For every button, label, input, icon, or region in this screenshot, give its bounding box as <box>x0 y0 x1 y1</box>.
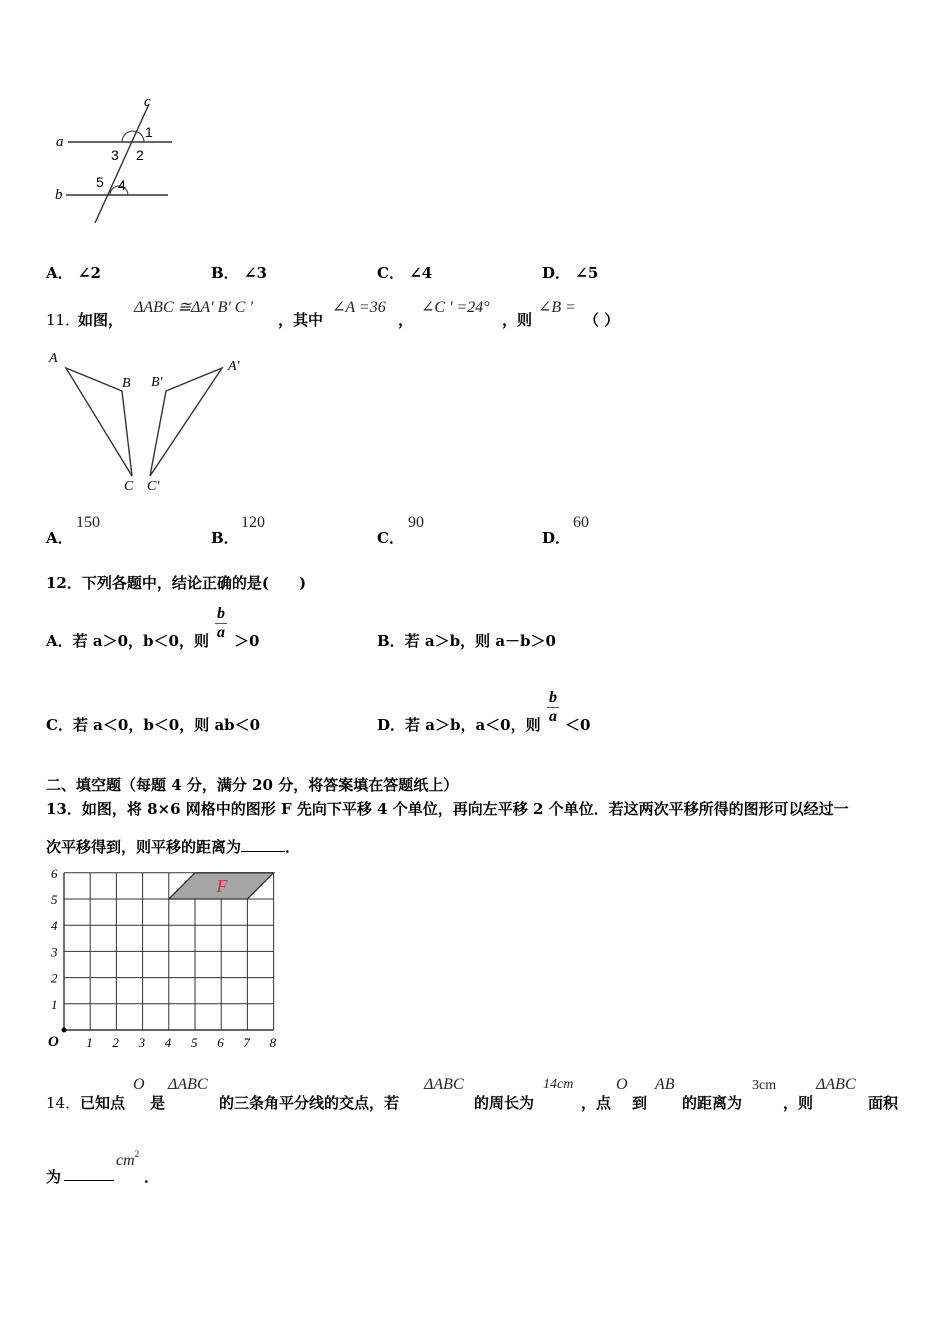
x-tick-label: 2 <box>112 1035 119 1050</box>
unit-superscript: 2 <box>134 1149 140 1159</box>
numerator: b <box>217 605 225 622</box>
origin-dot <box>62 1028 67 1033</box>
option-letter: D． <box>542 264 571 282</box>
q14-line2 <box>46 1149 246 1186</box>
option-letter: D． <box>542 529 571 547</box>
q11-option-c-value: 90 <box>408 514 424 531</box>
q11-option-a-value: 150 <box>76 514 100 531</box>
x-tick-label: 5 <box>191 1035 198 1050</box>
numerator: b <box>549 689 557 706</box>
label-b: b <box>55 187 63 203</box>
q14-t8: ，则 <box>783 1094 814 1112</box>
q13-line1: 13．如图，将 8×6 网格中的图形 F 先向下平移 4 个单位，再向左平移 2 个单位．若这两次平移所得的图形可以经过一 <box>46 800 849 818</box>
shape-f-label: F <box>216 875 228 896</box>
label-4: 4 <box>118 177 126 193</box>
y-tick-label: 5 <box>51 892 58 907</box>
option-letter: C． <box>377 529 404 547</box>
option-letter: C． <box>377 264 404 282</box>
option-text-post: ＜0 <box>565 716 591 734</box>
q11-figure <box>44 346 254 496</box>
label-c: c <box>144 94 151 110</box>
label-B-prime: B' <box>151 375 163 390</box>
q10-option-d[interactable] <box>542 262 598 283</box>
label-3: 3 <box>111 147 119 163</box>
q13-line2 <box>46 836 300 857</box>
q14-point-o: O <box>133 1076 145 1093</box>
denominator: a <box>549 708 557 725</box>
option-letter: A． <box>46 529 73 547</box>
q14-segment-ab: AB <box>655 1076 675 1093</box>
q11-paren: （ ） <box>584 311 620 329</box>
q11-option-d-value: 60 <box>573 514 589 531</box>
q13-grid-figure <box>44 862 284 1052</box>
label-A-prime: A' <box>228 359 240 374</box>
q11-mid2: ，则 <box>502 311 533 329</box>
label-1: 1 <box>145 124 153 140</box>
q12-stem: 12．下列各题中，结论正确的是( ) <box>46 574 307 592</box>
q12-option-c[interactable]: C．若 a＜0，b＜0，则 ab＜0 <box>46 716 261 734</box>
q11-mid1: ，其中 <box>278 311 324 329</box>
label-C: C <box>124 479 134 494</box>
fraction-b-over-a <box>215 605 227 642</box>
q10-option-b[interactable] <box>211 262 267 283</box>
q11-congruence: ΔABC ≅ΔA' B' C ' <box>134 299 253 316</box>
y-tick-label: 2 <box>51 970 58 986</box>
q12-option-b[interactable]: B．若 a＞b，则 a－b＞0 <box>377 632 556 650</box>
q11-angle-b: ∠B = <box>538 299 576 316</box>
q14-point-o-2: O <box>616 1076 628 1093</box>
x-tick-label: 1 <box>86 1035 93 1050</box>
option-letter: B． <box>211 264 239 282</box>
q14-t9: 面积 <box>868 1094 899 1112</box>
q14-t7: 的距离为 <box>682 1094 743 1112</box>
q11-lead: 如图， <box>78 311 124 329</box>
label-C-prime: C' <box>147 479 160 494</box>
q14-line2-pre: 为 <box>46 1168 62 1186</box>
q14-t5: ，点 <box>581 1094 612 1112</box>
answer-blank[interactable] <box>64 1166 114 1181</box>
q11-option-c[interactable] <box>377 527 404 548</box>
q14-t2: 是 <box>150 1094 166 1112</box>
option-text-post: ＞0 <box>234 632 260 650</box>
q14-t1: 已知点 <box>80 1094 126 1112</box>
q14-number: 14． <box>46 1094 81 1112</box>
q14-line2-post: ． <box>144 1168 160 1186</box>
q14-line1 <box>46 1076 916 1112</box>
q11-angle-a: ∠A =36 <box>332 299 386 316</box>
answer-blank[interactable] <box>241 837 285 852</box>
x-tick-label: 3 <box>138 1035 146 1050</box>
q14-t4: 的周长为 <box>474 1094 535 1112</box>
x-tick-label: 4 <box>164 1035 172 1050</box>
label-A: A <box>49 351 58 366</box>
x-tick-label: 8 <box>269 1035 277 1050</box>
q11-option-b[interactable] <box>211 527 239 548</box>
y-tick-label: 3 <box>51 944 58 960</box>
option-text: A．若 a＞0，b＜0，则 <box>46 632 209 650</box>
y-tick-label: 1 <box>51 996 58 1012</box>
x-tick-label: 6 <box>217 1035 224 1050</box>
denominator: a <box>217 624 225 641</box>
y-tick-label: 6 <box>51 865 58 881</box>
q13-line2-pre: 次平移得到，则平移的距离为 <box>46 838 242 856</box>
q11-option-a[interactable] <box>46 527 73 548</box>
line-c <box>95 104 149 223</box>
q11-number: 11． <box>46 311 81 329</box>
q11-option-d[interactable] <box>542 527 570 548</box>
q13-line2-post: ． <box>285 838 301 856</box>
q14-perimeter: 14cm <box>543 1077 574 1092</box>
origin-label: O <box>48 1034 59 1050</box>
label-B: B <box>122 376 131 391</box>
q10-option-a[interactable] <box>46 262 101 283</box>
fraction-b-over-a <box>547 689 559 726</box>
q14-t6: 到 <box>632 1094 648 1112</box>
q10-option-c[interactable] <box>377 262 432 283</box>
q14-triangle-2: ΔABC <box>424 1076 464 1093</box>
q14-triangle-3: ΔABC <box>816 1076 856 1093</box>
q14-triangle-1: ΔABC <box>168 1076 208 1093</box>
option-text: ∠5 <box>575 264 599 282</box>
unit-text: cm <box>116 1152 135 1169</box>
q14-distance: 3cm <box>752 1078 777 1093</box>
q11-option-b-value: 120 <box>241 514 265 531</box>
option-letter: A． <box>46 264 73 282</box>
section-title: 二、填空题（每题 4 分，满分 20 分，将答案填在答题纸上） <box>46 776 459 794</box>
option-text: ∠4 <box>409 264 433 282</box>
label-5: 5 <box>96 174 104 190</box>
label-2: 2 <box>136 147 144 163</box>
x-tick-label: 7 <box>243 1035 250 1050</box>
option-letter: B． <box>211 529 239 547</box>
option-text: ∠3 <box>243 264 267 282</box>
y-tick-label: 4 <box>51 918 58 934</box>
q11-angle-c: ∠C ' =24° <box>421 299 490 316</box>
q11-sep: ， <box>398 311 414 329</box>
label-a: a <box>56 134 64 150</box>
option-text: ∠2 <box>77 264 101 282</box>
q10-figure <box>50 92 180 232</box>
option-text: D．若 a＞b，a＜0，则 <box>377 716 541 734</box>
q14-t3: 的三条角平分线的交点，若 <box>219 1094 400 1112</box>
q14-unit <box>116 1149 140 1170</box>
